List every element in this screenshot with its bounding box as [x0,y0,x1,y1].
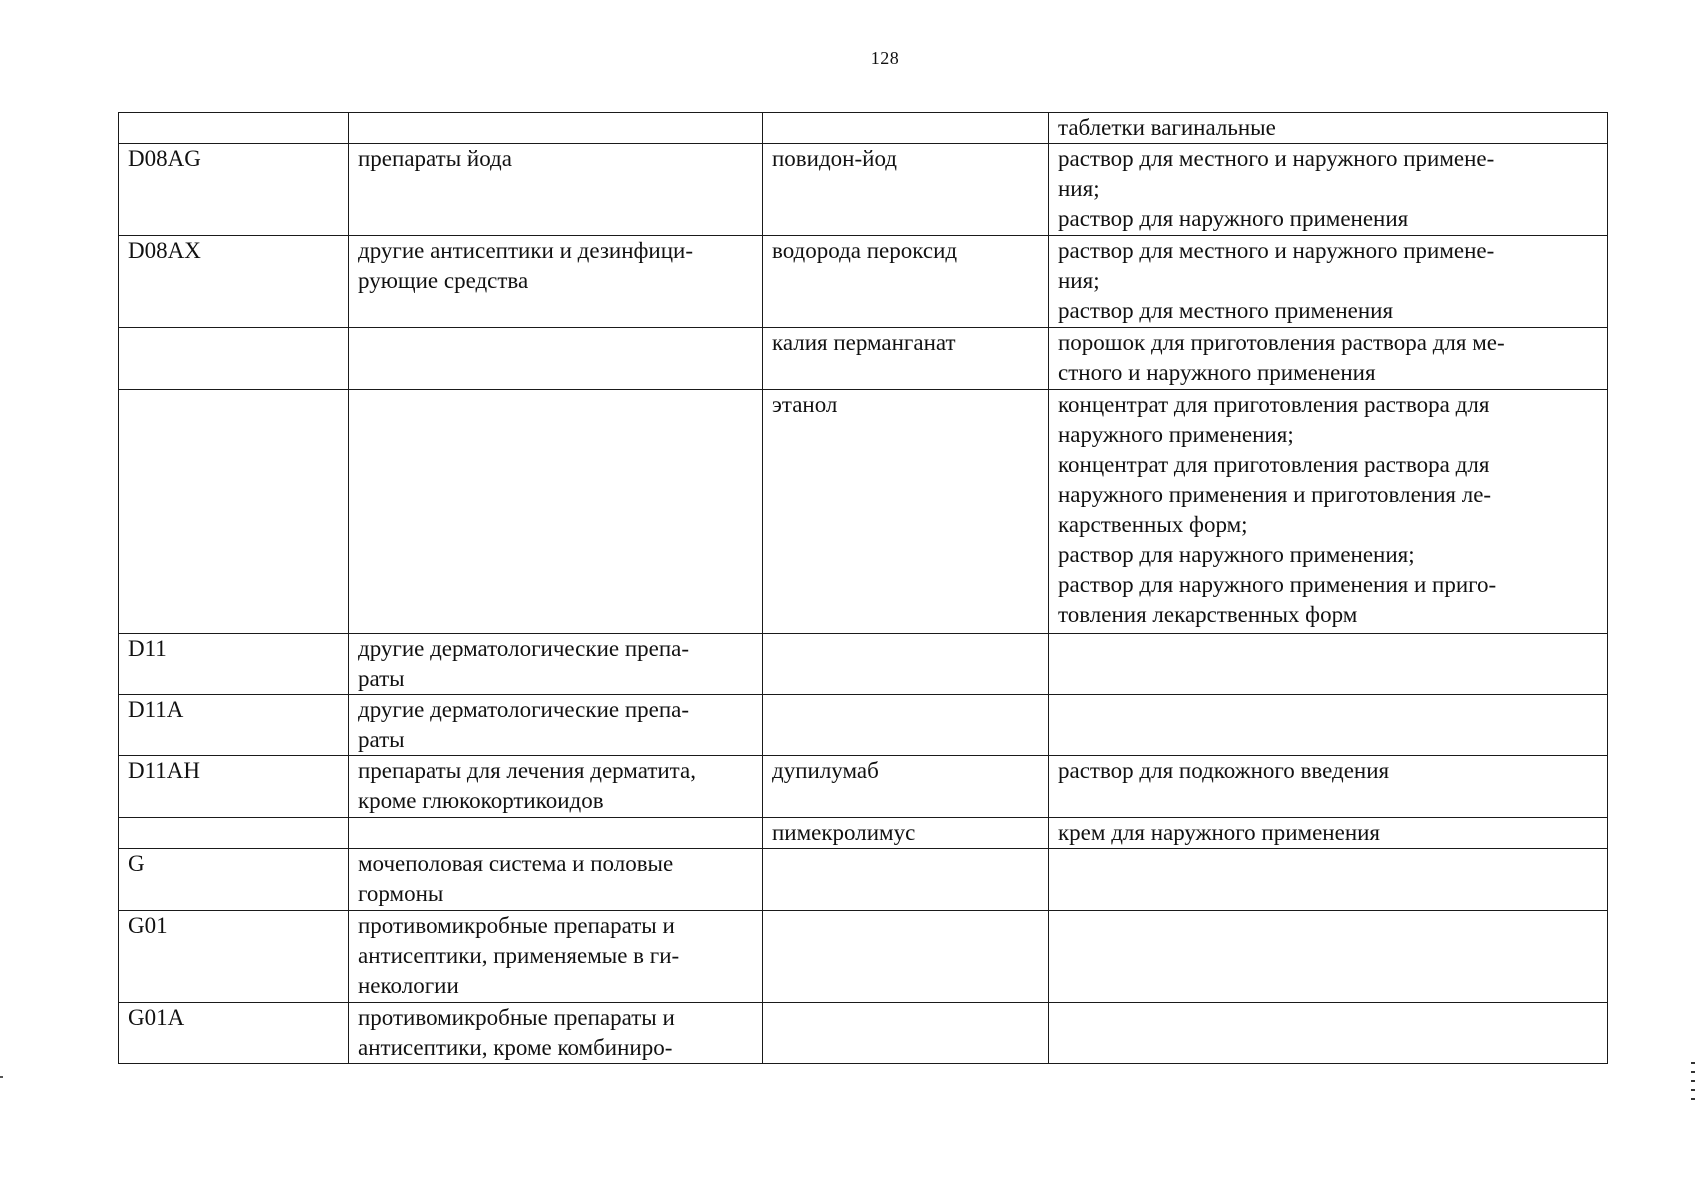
drug-name-cell: дупилумаб [763,756,1049,818]
group-name-cell: противомикробные препараты и антисептики, кроме комбиниро- [349,1003,763,1064]
atc-code-cell [119,328,349,390]
drug-name-cell: водорода пероксид [763,236,1049,328]
table-row [119,144,1608,236]
group-name-cell [349,390,763,634]
drug-name-cell [763,695,1049,756]
table-row [119,113,1608,144]
group-name-cell [349,818,763,849]
table-row [119,1003,1608,1064]
drug-name-cell [763,1003,1049,1064]
dosage-form-cell: таблетки вагинальные [1049,113,1608,144]
atc-code-cell: D08AG [119,144,349,236]
drug-name-cell: пимекролимус [763,818,1049,849]
atc-code-cell: D11 [119,634,349,695]
drug-name-cell: калия перманганат [763,328,1049,390]
group-name-cell [349,113,763,144]
drug-name-cell: повидон-йод [763,144,1049,236]
atc-code-cell [119,818,349,849]
page-number: 128 [870,48,900,68]
dosage-form-cell [1049,849,1608,911]
atc-code-cell [119,113,349,144]
group-name-cell [349,328,763,390]
atc-code-cell: D08AX [119,236,349,328]
atc-code-cell: G01A [119,1003,349,1064]
table-row [119,818,1608,849]
group-name-cell: препараты для лечения дерматита, кроме глюкокортикоидов [349,756,763,818]
table-row [119,849,1608,911]
group-name-cell: мочеполовая система и половые гормоны [349,849,763,911]
dosage-form-cell: раствор для местного и наружного примене- ния; раствор для наружного применения [1049,144,1608,236]
table-row [119,328,1608,390]
table-row [119,390,1608,634]
dosage-form-cell [1049,1003,1608,1064]
group-name-cell: другие дерматологические препа- раты [349,695,763,756]
group-name-cell: другие антисептики и дезинфици- рующие средства [349,236,763,328]
dosage-form-cell: концентрат для приготовления раствора для наружного применения; концентрат для приготовления раствора для наружного применения и приготовления ле- карственных форм; раствор для наружного применения; раствор для наружного применения и приго- товления лекарственных форм [1049,390,1608,634]
atc-code-cell: D11AH [119,756,349,818]
dosage-form-cell [1049,634,1608,695]
drug-name-cell [763,113,1049,144]
atc-code-cell [119,390,349,634]
group-name-cell: другие дерматологические препа- раты [349,634,763,695]
table-row [119,756,1608,818]
dosage-form-cell: раствор для местного и наружного примене- ния; раствор для местного применения [1049,236,1608,328]
drug-table [118,112,1608,1064]
table-row [119,911,1608,1003]
atc-code-cell: G01 [119,911,349,1003]
dosage-form-cell [1049,695,1608,756]
scan-margin-marks [1691,1062,1695,1107]
atc-code-cell: G [119,849,349,911]
dosage-form-cell: крем для наружного применения [1049,818,1608,849]
drug-name-cell [763,911,1049,1003]
dosage-form-cell [1049,911,1608,1003]
scan-edge-mark [0,1076,3,1078]
dosage-form-cell: раствор для подкожного введения [1049,756,1608,818]
drug-name-cell: этанол [763,390,1049,634]
table-row [119,236,1608,328]
group-name-cell: противомикробные препараты и антисептики, применяемые в ги- некологии [349,911,763,1003]
group-name-cell: препараты йода [349,144,763,236]
drug-name-cell [763,634,1049,695]
drug-name-cell [763,849,1049,911]
dosage-form-cell: порошок для приготовления раствора для ме- стного и наружного применения [1049,328,1608,390]
table-row [119,634,1608,695]
atc-code-cell: D11A [119,695,349,756]
table-row [119,695,1608,756]
